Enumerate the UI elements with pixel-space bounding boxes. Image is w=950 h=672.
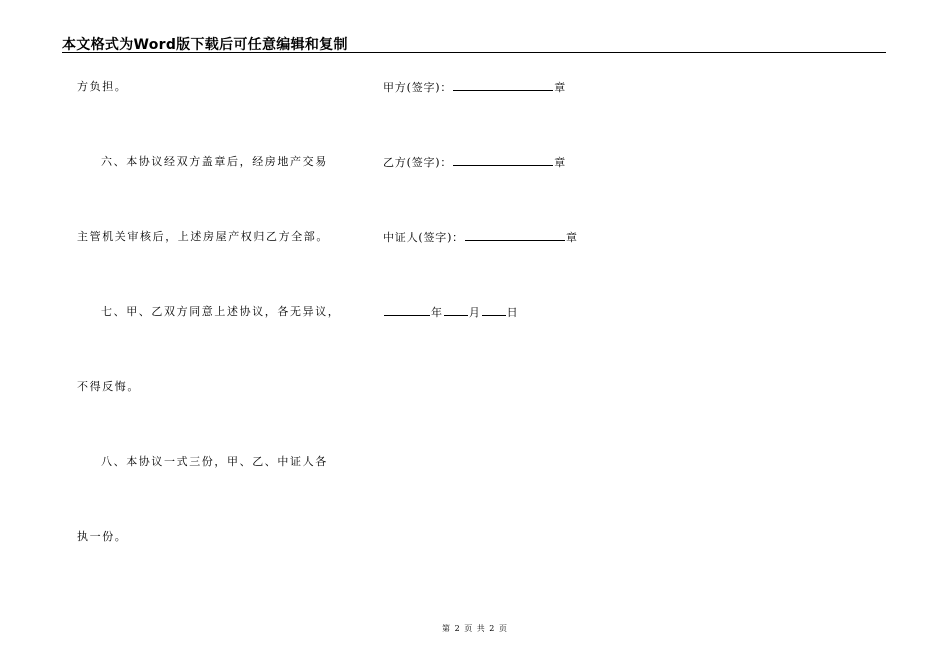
header-rule: [62, 52, 886, 53]
body-line-5: 不得反悔。: [77, 380, 140, 393]
body-line-3: 主管机关审核后，上述房屋产权归乙方全部。: [77, 230, 329, 243]
party-b-signature-blank[interactable]: [453, 155, 553, 166]
party-b-seal: 章: [554, 156, 566, 169]
day-blank[interactable]: [482, 305, 506, 316]
page-header-title: 本文格式为Word版下载后可任意编辑和复制: [62, 37, 348, 53]
body-line-2: 六、本协议经双方盖章后，经房地产交易: [101, 155, 328, 168]
body-line-4: 七、甲、乙双方同意上述协议，各无异议，: [101, 305, 341, 318]
party-a-label: 甲方(签字)：: [383, 81, 453, 94]
body-line-6: 八、本协议一式三份，甲、乙、中证人各: [101, 455, 328, 468]
party-a-signature-blank[interactable]: [453, 80, 553, 91]
witness-seal: 章: [565, 231, 578, 244]
witness-signature-row: [383, 230, 578, 244]
party-b-signature-row: [383, 155, 566, 169]
witness-signature-blank[interactable]: [465, 230, 565, 241]
year-blank[interactable]: [384, 305, 430, 316]
party-a-signature-row: [383, 80, 566, 94]
page-footer: 第 2 页 共 2 页: [442, 624, 508, 633]
body-line-7: 执一份。: [77, 530, 128, 543]
witness-label: 中证人(签字)：: [383, 231, 464, 244]
month-label: 月: [468, 306, 481, 319]
party-a-seal: 章: [554, 81, 566, 94]
date-row: [383, 305, 518, 319]
party-b-label: 乙方(签字)：: [383, 156, 453, 169]
body-line-1: 方负担。: [77, 80, 128, 93]
day-label: 日: [506, 306, 519, 319]
month-blank[interactable]: [444, 305, 468, 316]
year-label: 年: [431, 306, 443, 319]
